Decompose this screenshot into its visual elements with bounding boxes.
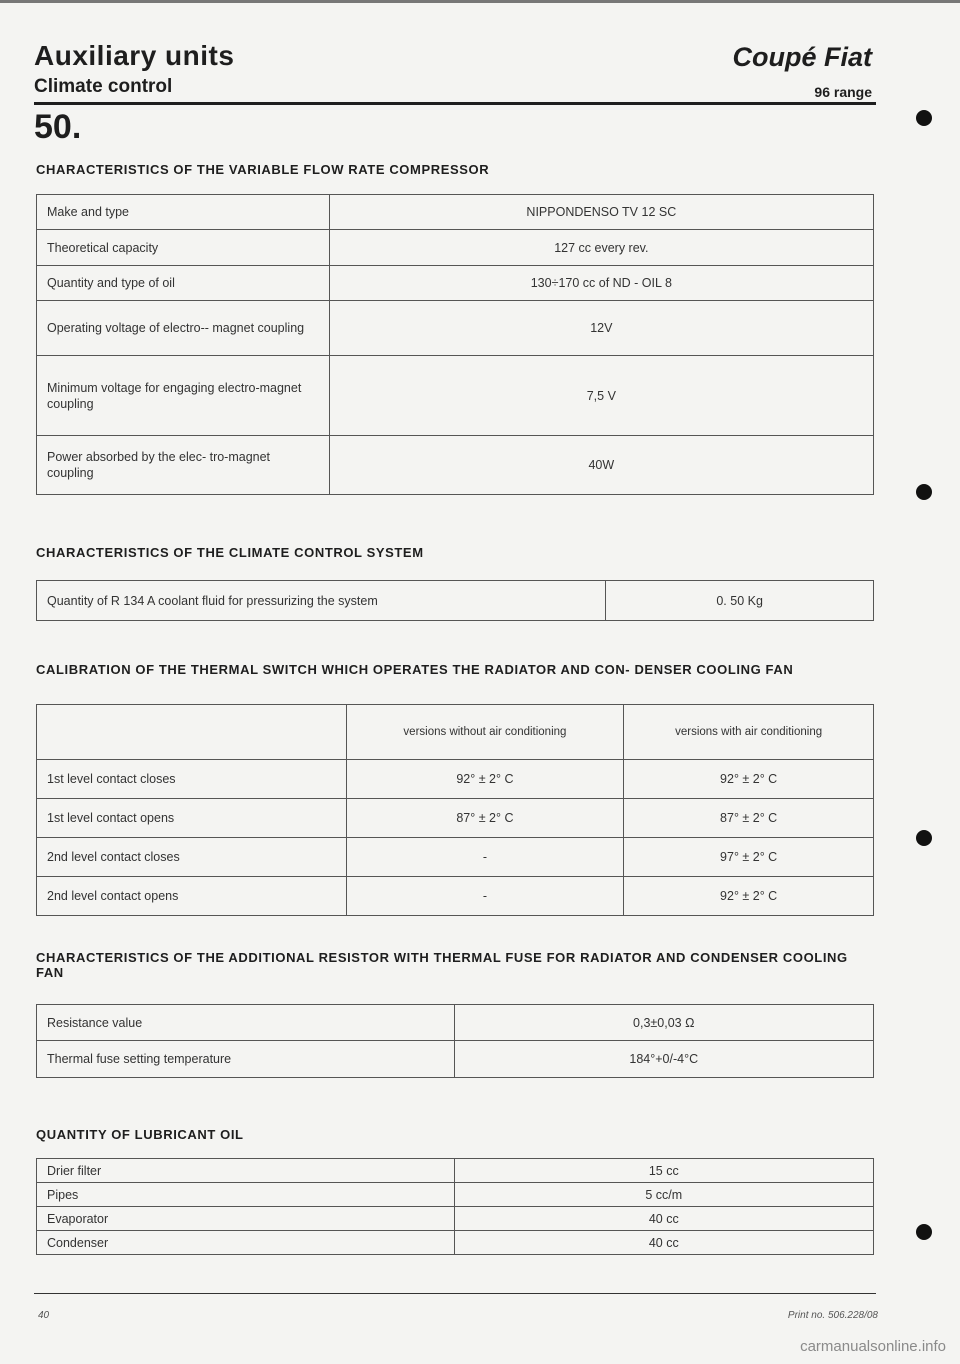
row-label: 2nd level contact closes xyxy=(37,838,347,877)
row-label: Evaporator xyxy=(37,1207,455,1231)
row-label: Quantity and type of oil xyxy=(37,266,330,301)
value-with-ac: 92° ± 2° C xyxy=(624,760,874,799)
punch-hole-mark xyxy=(916,830,932,846)
table-row xyxy=(37,1183,874,1207)
value-with-ac: 97° ± 2° C xyxy=(624,838,874,877)
punch-hole-mark xyxy=(916,1224,932,1240)
compressor-heading: CHARACTERISTICS OF THE VARIABLE FLOW RATE COMPRESSOR xyxy=(36,162,490,177)
row-value: 127 cc every rev. xyxy=(329,230,873,266)
blank-header-cell xyxy=(37,705,347,760)
table-row xyxy=(37,1159,874,1183)
compressor-table xyxy=(36,194,874,495)
row-value: 0. 50 Kg xyxy=(606,581,874,621)
print-number: Print no. 506.228/08 xyxy=(787,1310,878,1321)
row-label: Operating voltage of electro-- magnet coupling xyxy=(37,301,330,356)
row-value: 5 cc/m xyxy=(454,1183,873,1207)
row-value: 7,5 V xyxy=(329,356,873,436)
column-header-without-ac: versions without air conditioning xyxy=(346,705,624,760)
row-value: NIPPONDENSO TV 12 SC xyxy=(329,195,873,230)
row-value: 0,3±0,03 Ω xyxy=(454,1005,874,1041)
footer-rule xyxy=(34,1293,876,1294)
row-label: 2nd level contact opens xyxy=(37,877,347,916)
table-row xyxy=(37,301,874,356)
table-row xyxy=(37,195,874,230)
row-label: Minimum voltage for engaging electro-magnet coupling xyxy=(37,356,330,436)
value-without-ac: - xyxy=(346,877,624,916)
value-without-ac: - xyxy=(346,838,624,877)
row-value: 184°+0/-4°C xyxy=(454,1041,874,1078)
watermark: carmanualsonline.info xyxy=(800,1338,946,1355)
row-value: 15 cc xyxy=(454,1159,873,1183)
resistor-table xyxy=(36,1004,874,1078)
table-row xyxy=(37,356,874,436)
table-row xyxy=(37,877,874,916)
page-number: 40 xyxy=(38,1310,50,1321)
climate-table xyxy=(36,580,874,621)
table-header-row xyxy=(37,705,874,760)
table-row xyxy=(37,266,874,301)
row-label: Thermal fuse setting temperature xyxy=(37,1041,455,1078)
table-row xyxy=(37,436,874,495)
row-label: 1st level contact opens xyxy=(37,799,347,838)
table-row xyxy=(37,1041,874,1078)
value-without-ac: 92° ± 2° C xyxy=(346,760,624,799)
row-value: 40 cc xyxy=(454,1207,873,1231)
section-number: 50. xyxy=(34,108,82,146)
table-row xyxy=(37,230,874,266)
value-with-ac: 92° ± 2° C xyxy=(624,877,874,916)
row-value: 130÷170 cc of ND - OIL 8 xyxy=(329,266,873,301)
row-label: Resistance value xyxy=(37,1005,455,1041)
row-label: 1st level contact closes xyxy=(37,760,347,799)
row-value: 40W xyxy=(329,436,873,495)
row-label: Pipes xyxy=(37,1183,455,1207)
oil-table xyxy=(36,1158,874,1255)
punch-hole-mark xyxy=(916,484,932,500)
brand-title: Coupé Fiat xyxy=(732,42,872,72)
value-with-ac: 87° ± 2° C xyxy=(624,799,874,838)
row-label: Power absorbed by the elec- tro-magnet coupling xyxy=(37,436,330,495)
column-header-with-ac: versions with air conditioning xyxy=(624,705,874,760)
oil-heading: QUANTITY OF LUBRICANT OIL xyxy=(36,1127,244,1142)
thermal-switch-table xyxy=(36,704,874,916)
punch-hole-mark xyxy=(916,110,932,126)
table-row xyxy=(37,760,874,799)
table-row xyxy=(37,1231,874,1255)
page-subtitle: Climate control xyxy=(34,76,173,97)
page-title: Auxiliary units xyxy=(34,40,235,71)
resistor-heading: CHARACTERISTICS OF THE ADDITIONAL RESISTOR WITH THERMAL FUSE FOR RADIATOR AND CONDENSER COOLING FAN xyxy=(36,950,848,980)
table-row xyxy=(37,581,874,621)
thermal-switch-heading: CALIBRATION OF THE THERMAL SWITCH WHICH OPERATES THE RADIATOR AND CON- DENSER COOLING FAN xyxy=(36,662,794,677)
value-without-ac: 87° ± 2° C xyxy=(346,799,624,838)
range-label: 96 range xyxy=(814,84,872,100)
top-edge-rule xyxy=(0,0,960,3)
table-row xyxy=(37,838,874,877)
climate-heading: CHARACTERISTICS OF THE CLIMATE CONTROL SYSTEM xyxy=(36,545,424,560)
table-row xyxy=(37,1207,874,1231)
table-row xyxy=(37,799,874,838)
row-value: 12V xyxy=(329,301,873,356)
row-label: Quantity of R 134 A coolant fluid for pressurizing the system xyxy=(37,581,606,621)
header-rule xyxy=(34,102,876,105)
row-label: Condenser xyxy=(37,1231,455,1255)
row-value: 40 cc xyxy=(454,1231,873,1255)
row-label: Make and type xyxy=(37,195,330,230)
row-label: Drier filter xyxy=(37,1159,455,1183)
row-label: Theoretical capacity xyxy=(37,230,330,266)
table-row xyxy=(37,1005,874,1041)
